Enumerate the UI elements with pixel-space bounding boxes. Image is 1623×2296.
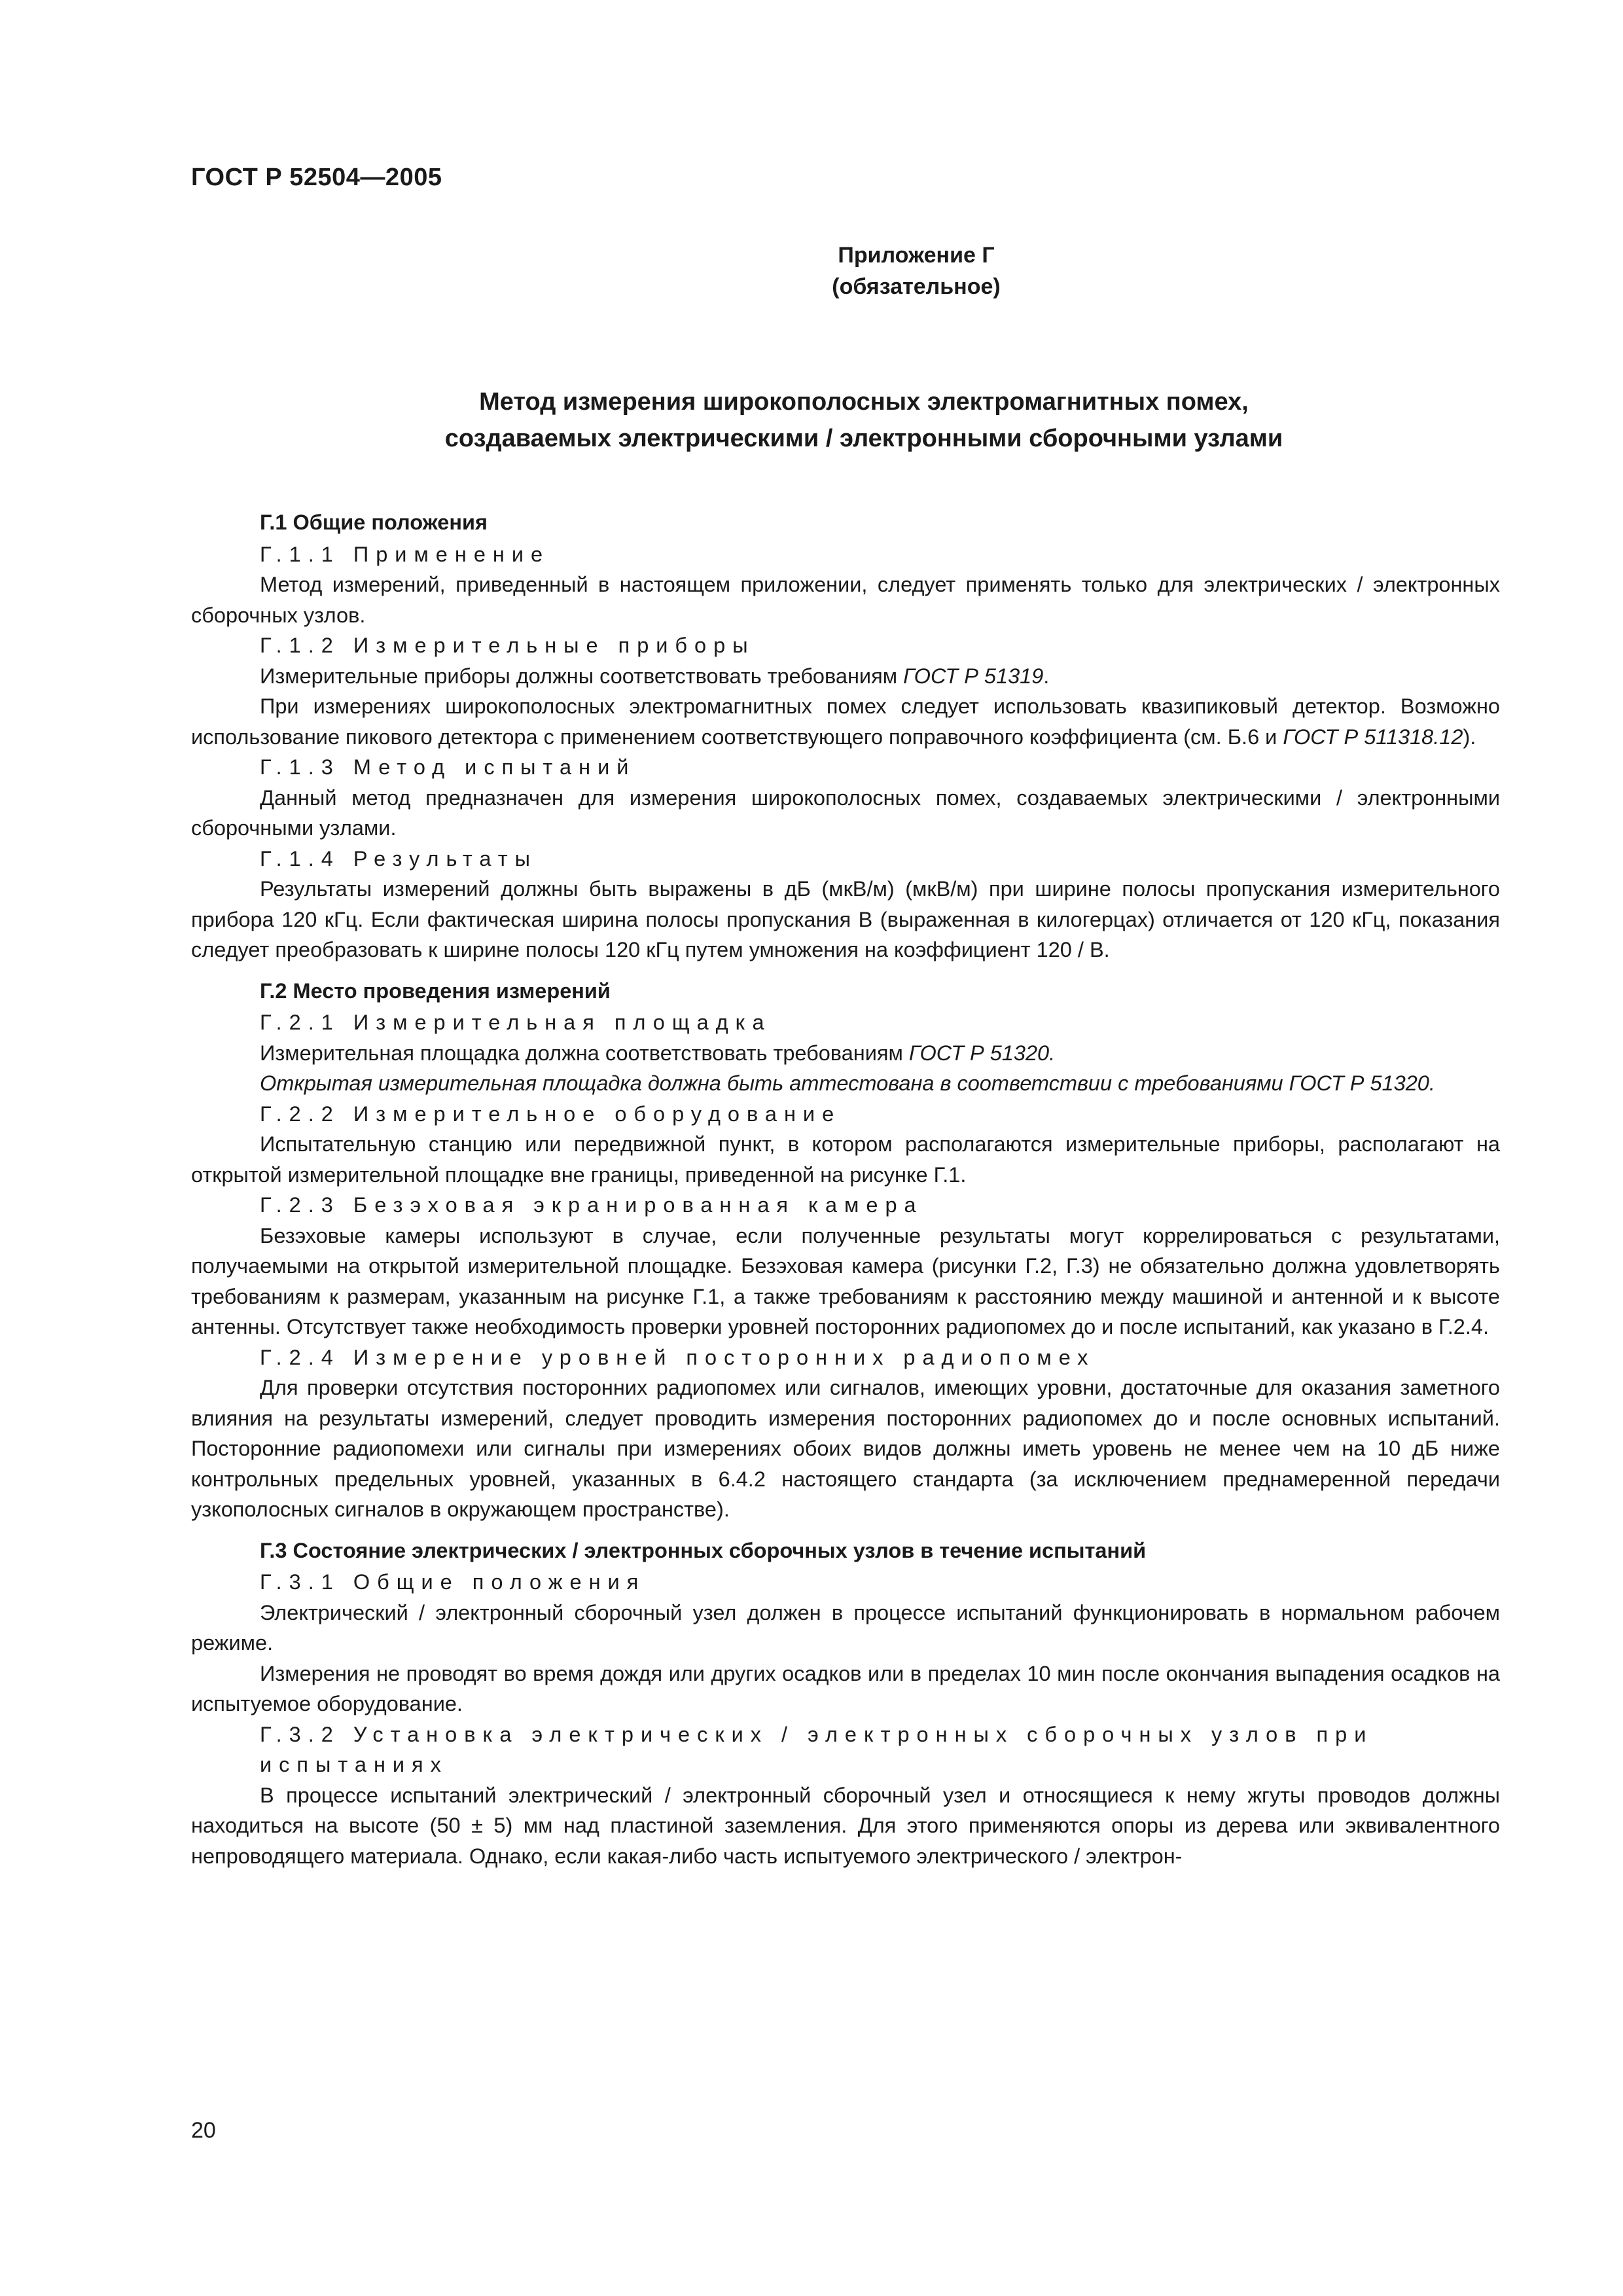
paragraph-g31-2: Измерения не проводят во время дождя или других осадков или в пределах 10 мин после окончания выпадения осадков на испытуемое оборудование. [191, 1661, 1500, 1715]
paragraph-end: ). [1463, 725, 1476, 749]
standard-reference: ГОСТ Р 51319 [903, 664, 1044, 688]
title-line-2: создаваемых электрическими / электронными сборочными узлами [444, 425, 1283, 452]
section-heading-g3: Г.3 Состояние электрических / электронных сборочных узлов в течение испытаний [260, 1538, 1147, 1562]
paragraph-text: Измерительные приборы должны соответствовать требованиям [260, 664, 904, 688]
subsection-title-g32: Г.3.2 Установка электрических / электронных сборочных узлов при испытаниях [260, 1722, 1374, 1776]
standard-reference: ГОСТ Р 51320. [908, 1041, 1056, 1065]
subsection-title-g13: Г.1.3 Метод испытаний [260, 755, 636, 779]
section-heading-g2: Г.2 Место проведения измерений [260, 978, 611, 1003]
paragraph-text: При измерениях широкополосных электромагнитных помех следует использовать квазипиковый детектор. Возможно использование пикового детектора с применением соответствующего поправочного коэффициента (см. Б.6 и [191, 694, 1500, 749]
document-title [0, 384, 1623, 457]
paragraph-g12-2 [191, 691, 1500, 752]
appendix-heading [0, 240, 1623, 302]
paragraph-g21-1 [191, 1038, 1500, 1069]
title-line-1: Метод измерения широкополосных электромагнитных помех, [479, 388, 1249, 416]
subsection-title-g23: Г.2.3 Безэховая экранированная камера [260, 1193, 923, 1217]
paragraph-g21-2: Открытая измерительная площадка должна быть аттестована в соответствии с требованиями ГОСТ Р 51320. [260, 1071, 1435, 1095]
paragraph-g22-1: Испытательную станцию или передвижной пункт, в котором располагаются измерительные приборы, располагают на открытой измерительной площадке вне границы, приведенной на рисунке Г.1. [191, 1132, 1500, 1187]
subsection-title-g14: Г.1.4 Результаты [260, 846, 538, 870]
paragraph-g23-1: Безэховые камеры используют в случае, если полученные результаты могут коррелироваться с результатами, получаемыми на открытой измерительной площадке. Безэховая камера (рисунки Г.2, Г.3) не обязательно должна удовлетворять требованиям к размерам, указанным на рисунке Г.1, а также требованиям к расстоянию между машиной и антенной и к высоте антенны. Отсутствует также необходимость проверки уровней посторонних радиопомех до и после испытаний, как указано в Г.2.4. [191, 1223, 1500, 1338]
paragraph-g11-1: Метод измерений, приведенный в настоящем приложении, следует применять только для электрических / электронных сборочных узлов. [191, 573, 1500, 627]
paragraph-g32-1: В процессе испытаний электрический / электронный сборочный узел и относящиеся к нему жгуты проводов должны находиться на высоте (50 ± 5) мм над пластиной заземления. Для этого применяются опоры из дерева или эквивалентного непроводящего материала. Однако, если какая-либо часть испытуемого электрического / электрон- [191, 1783, 1500, 1868]
paragraph-g31-1: Электрический / электронный сборочный узел должен в процессе испытаний функционировать в нормальном рабочем режиме. [191, 1600, 1500, 1655]
paragraph-g12-1 [191, 661, 1500, 692]
paragraph-end: . [1043, 664, 1050, 688]
appendix-label: Приложение Г [838, 243, 995, 268]
subsection-title-g11: Г.1.1 Применение [260, 542, 550, 566]
paragraph-text: Измерительная площадка должна соответствовать требованиям [260, 1041, 909, 1065]
standard-reference: ГОСТ Р 511318.12 [1283, 725, 1463, 749]
subsection-title-g31: Г.3.1 Общие положения [260, 1570, 646, 1594]
paragraph-g13-1: Данный метод предназначен для измерения широкополосных помех, создаваемых электрическими / электронными сборочными узлами. [191, 785, 1500, 840]
section-heading-g1: Г.1 Общие положения [260, 511, 488, 534]
paragraph-g14-1: Результаты измерений должны быть выражены в дБ (мкВ/м) (мкВ/м) при ширине полосы пропускания измерительного прибора 120 кГц. Если фактическая ширина полосы пропускания В (выраженная в килогерцах) отличается от 120 кГц, показания следует преобразовать к ширине полосы 120 кГц путем умножения на коэффициент 120 / В. [191, 877, 1500, 961]
standard-designation: ГОСТ Р 52504—2005 [191, 164, 442, 191]
page-number: 20 [191, 2118, 216, 2143]
subsection-title-g21: Г.2.1 Измерительная площадка [260, 1011, 772, 1034]
subsection-title-g24: Г.2.4 Измерение уровней посторонних радиопомех [260, 1345, 1096, 1369]
subsection-title-g12: Г.1.2 Измерительные приборы [260, 634, 755, 657]
appendix-type: (обязательное) [832, 274, 1001, 299]
document-body [191, 507, 1500, 1871]
subsection-title-g22: Г.2.2 Измерительное оборудование [260, 1102, 842, 1126]
paragraph-g24-1: Для проверки отсутствия посторонних радиопомех или сигналов, имеющих уровни, достаточные для оказания заметного влияния на результаты измерений, следует проводить измерения посторонних радиопомех до и после основных испытаний. Посторонние радиопомехи или сигналы при измерениях обоих видов должны иметь уровень не менее чем на 10 дБ ниже контрольных предельных уровней, указанных в 6.4.2 настоящего стандарта (за исключением преднамеренной передачи узкополосных сигналов в окружающем пространстве). [191, 1376, 1500, 1521]
